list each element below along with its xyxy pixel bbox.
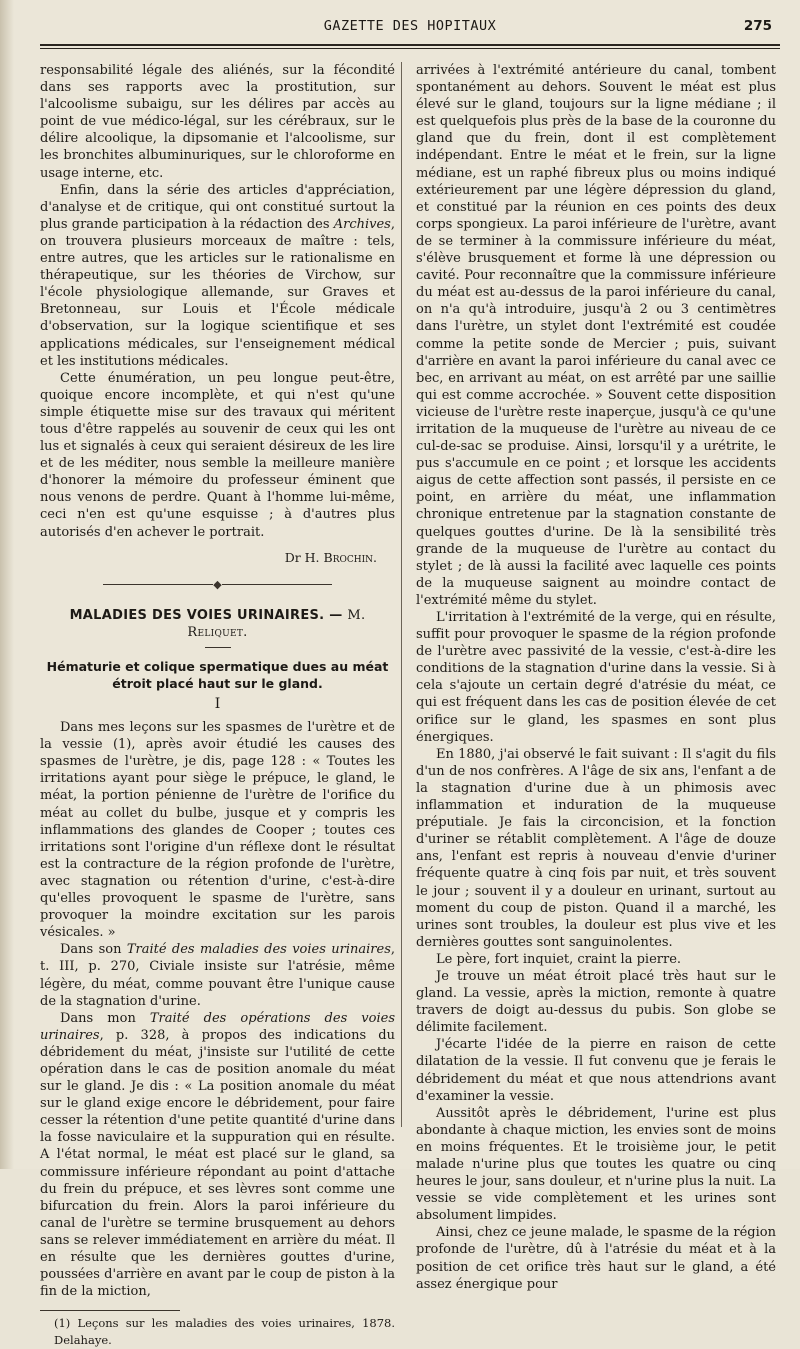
paragraph: Aussitôt après le débridement, l'urine est plus abondante à chaque miction, les envies sont de moins en moins fréquentes. Et le troisième jour, le petit malade n'urine plus que toutes les quatre ou cinq heures le jour, sans douleur, et n'urine plus la nuit. La vessie se vide complètement et les urines sont absolument limpides. xyxy=(416,1105,776,1224)
section-author: M. Reliquet. xyxy=(187,607,366,640)
roman-numeral: I xyxy=(214,696,221,712)
paragraph xyxy=(40,1010,395,1301)
short-rule xyxy=(205,647,231,648)
article-subtitle: Hématurie et colique spermatique dues au méat étroit placé haut sur le gland. xyxy=(46,659,389,691)
signature-name: Brochin. xyxy=(323,549,377,565)
paragraph: J'écarte l'idée de la pierre en raison de cette dilatation de la vessie. Il fut convenu que je ferais le débridement du méat et que nous attendrions avant d'examiner la vessie. xyxy=(416,1037,776,1104)
left-column xyxy=(40,62,395,1349)
paragraph xyxy=(40,182,395,370)
text-run: Dans son xyxy=(60,942,127,958)
text-run: , p. 328, à propos des indications du débridement du méat, j'insiste sur l'utilité de cette opération dans le cas de position anomale du méat sur le gland. Je dis : « La position anomale du méat sur le gland exige encore le débridement, pour faire cesser la rétention d'une petite quantité d'urine dans la fosse naviculaire et la suppuration qui en résulte. A l'état normal, le méat est placé sur le gland, sa commissure inférieure répondant au point d'attache du frein du prépuce, et ses lèvres sont comme une bifurcation du frein. Alors la paroi inférieure du canal de l'urètre se termine brusquement au dehors sans se relever immédiatement en arrière du méat. Il en résulte que les dernières gouttes d'urine, poussées d'arrière en avant par le coup de piston à la fin de la miction, xyxy=(40,1027,395,1300)
section-ornament: ◆ xyxy=(40,576,395,593)
italic-title: Archives xyxy=(333,216,391,232)
column-divider xyxy=(401,62,402,1127)
italic-title: Traité des opérations des voies urinaires xyxy=(40,1010,395,1043)
page-binding-edge xyxy=(0,0,14,1169)
paragraph: L'irritation à l'extrémité de la verge, qui en résulte, suffit pour provoquer le spasme de la région profonde de l'urètre avec passivité de la vessie, c'est-à-dire les conditions de la stagnation d'urine dans la vessie. Si à cela s'ajoute un certain degré d'atrésie du méat, ce qui est fréquent dans les cas de position élevée de cet orifice sur le gland, les spasmes en sont plus énergiques. xyxy=(416,610,777,745)
paragraph: Cette énumération, un peu longue peut-être, quoique encore incomplète, et qui n'est qu'une simple étiquette mise sur des travaux qui méritent tous d'être rappelés au souvenir de ceux qui les ont lus et signalés à ceux qui seraient désireux de les lire et de les méditer, nous semble la meilleure manière d'honorer la mémoire du professeur éminent que nous venons de perdre. Quant à l'homme lui-même, ceci n'en est qu'une esquisse ; à d'autres plus autorisés d'en achever le portrait. xyxy=(40,370,395,540)
footnote-rule xyxy=(40,1310,180,1311)
header-double-rule xyxy=(40,44,780,49)
running-header xyxy=(40,18,780,40)
section-heading xyxy=(40,607,395,641)
paragraph xyxy=(40,941,395,1009)
italic-title: Traité des maladies des voies urinaires xyxy=(126,942,391,958)
paragraph: Je trouve un méat étroit placé très haut sur le gland. La vessie, après la miction, remonte à quatre travers de doigt au-dessus du pubis. Son globe se délimite facilement. xyxy=(416,968,776,1036)
text-run: Dans mon xyxy=(60,1010,150,1026)
text-run: Enfin, dans la série des articles d'appréciation, d'analyse et de critique, qui ont constitué surtout la plus grande participation à la rédaction des xyxy=(40,182,395,232)
paragraph: arrivées à l'extrémité antérieure du canal, tombent spontanément au dehors. Souvent le méat est plus élevé sur le gland, toujours sur la ligne médiane ; il est quelquefois plus près de la base de la couronne du gland que du frein, dont il est complètement indépendant. Entre le méat et le frein, sur la ligne médiane, est un raphé fibreux plus ou moins indiqué extérieurement par une légère dépression du gland, et constitué par la réunion en ces points des deux corps spongieux. La paroi inférieure de l'urètre, avant de se terminer à la commissure inférieure du méat, s'élève brusquement et forme là une dépression ou cavité. Pour reconnaître que la commissure inférieure du méat est au-dessus de la paroi inférieure du canal, on n'a qu'à introduire, jusqu'à 2 ou 3 centimètres dans l'urètre, un stylet dont l'extrémité est coudée comme la petite sonde de Mercier ; puis, suivant d'arrière en avant la paroi inférieure du canal avec ce bec, en arrivant au méat, on est arrêté par une saillie qui est comme accrochée. » Souvent cette disposition vicieuse de l'urètre reste inaperçue, jusqu'à ce qu'une irritation de la muqueuse de l'urètre au niveau de ce cul-de-sac se produise. Ainsi, lorsqu'il y a urétrite, le pus s'accumule en ce point ; et lorsque les accidents aigus de cette affection sont passés, il persiste en ce point, en arrière du méat, une inflammation chronique entretenue par la stagnation constante de quelques gouttes d'urine. De là la sensibilité très grande de la muqueuse de l'urètre au contact du stylet ; de là aussi la facilité avec laquelle ces points de la muqueuse saignent au moindre contact de l'extrémité même du stylet. xyxy=(416,63,776,608)
signature-prefix: Dr H. xyxy=(284,549,324,565)
section-title: MALADIES DES VOIES URINAIRES. — xyxy=(69,607,348,623)
paragraph: En 1880, j'ai observé le fait suivant : Il s'agit du fils d'un de nos confrères. A l'âge de six ans, l'enfant a de la stagnation d'urine due à un phimosis avec inflammation et induration de la muqueuse préputiale. Je fais la circoncision, et la fonction d'uriner se rétablit complètement. A l'âge de douze ans, l'enfant est repris à nouveau d'envie d'uriner fréquente quatre à cinq fois par nuit, et très souvent le jour ; souvent il y a douleur en urinant, surtout au moment du coup de piston. Quand il a marché, les urines sont troubles, la douleur est plus vive et les dernières gouttes sont sanguinolentes. xyxy=(416,746,776,950)
paragraph: Ainsi, chez ce jeune malade, le spasme de la région profonde de l'urètre, dû à l'atrésie du méat et à la position de cet orifice très haut sur le gland, a été assez énergique pour xyxy=(416,1225,776,1292)
paragraph: responsabilité légale des aliénés, sur la fécondité dans ses rapports avec la prostitution, sur l'alcoolisme subaigu, sur les délires par accès au point de vue médico-légal, sur les cérébraux, sur le délire alcoolique, la dipsomanie et l'alcoolisme, sur les bronchites albuminuriques, sur le chloroforme en usage interne, etc. xyxy=(40,63,395,181)
text-run: , on trouvera plusieurs morceaux de maître : tels, entre autres, que les articles sur le rationalisme en thérapeutique, sur les théories de Virchow, sur l'école physiologique allemande, sur Graves et Bretonneau, sur Louis et l'École médicale d'observation, sur la logique scientifique et ses applications médicales, sur l'enseignement médical et les institutions médicales. xyxy=(40,216,395,369)
footnote: (1) Leçons sur les maladies des voies urinaires, 1878. Delahaye. xyxy=(54,1316,395,1348)
signature xyxy=(40,549,377,566)
right-column xyxy=(416,62,776,1293)
paragraph: Dans mes leçons sur les spasmes de l'urètre et de la vessie (1), après avoir étudié les causes des spasmes de l'urètre, je dis, page 128 : « Toutes les irritations ayant pour siège le prépuce, le gland, le méat, la portion pénienne de l'urètre de l'orifice du méat au collet du bulbe, jusque et y compris les inflammations des glandes de Cooper ; toutes ces irritations sont l'origine d'un réflexe dont le résultat est la contracture de la région profonde de l'urètre, avec stagnation ou rétention d'urine, c'est-à-dire qu'elles provoquent le spasme de l'urètre, sans provoquer la moindre excitation sur les parois vésicales. » xyxy=(40,720,395,941)
journal-title: GAZETTE DES HOPITAUX xyxy=(323,18,497,34)
page-number: 275 xyxy=(743,18,772,34)
text-run: , t. III, p. 270, Civiale insiste sur l'atrésie, même légère, du méat, comme pouvant être l'unique cause de la stagnation d'urine. xyxy=(40,942,396,1009)
paragraph: Le père, fort inquiet, craint la pierre. xyxy=(436,951,682,967)
